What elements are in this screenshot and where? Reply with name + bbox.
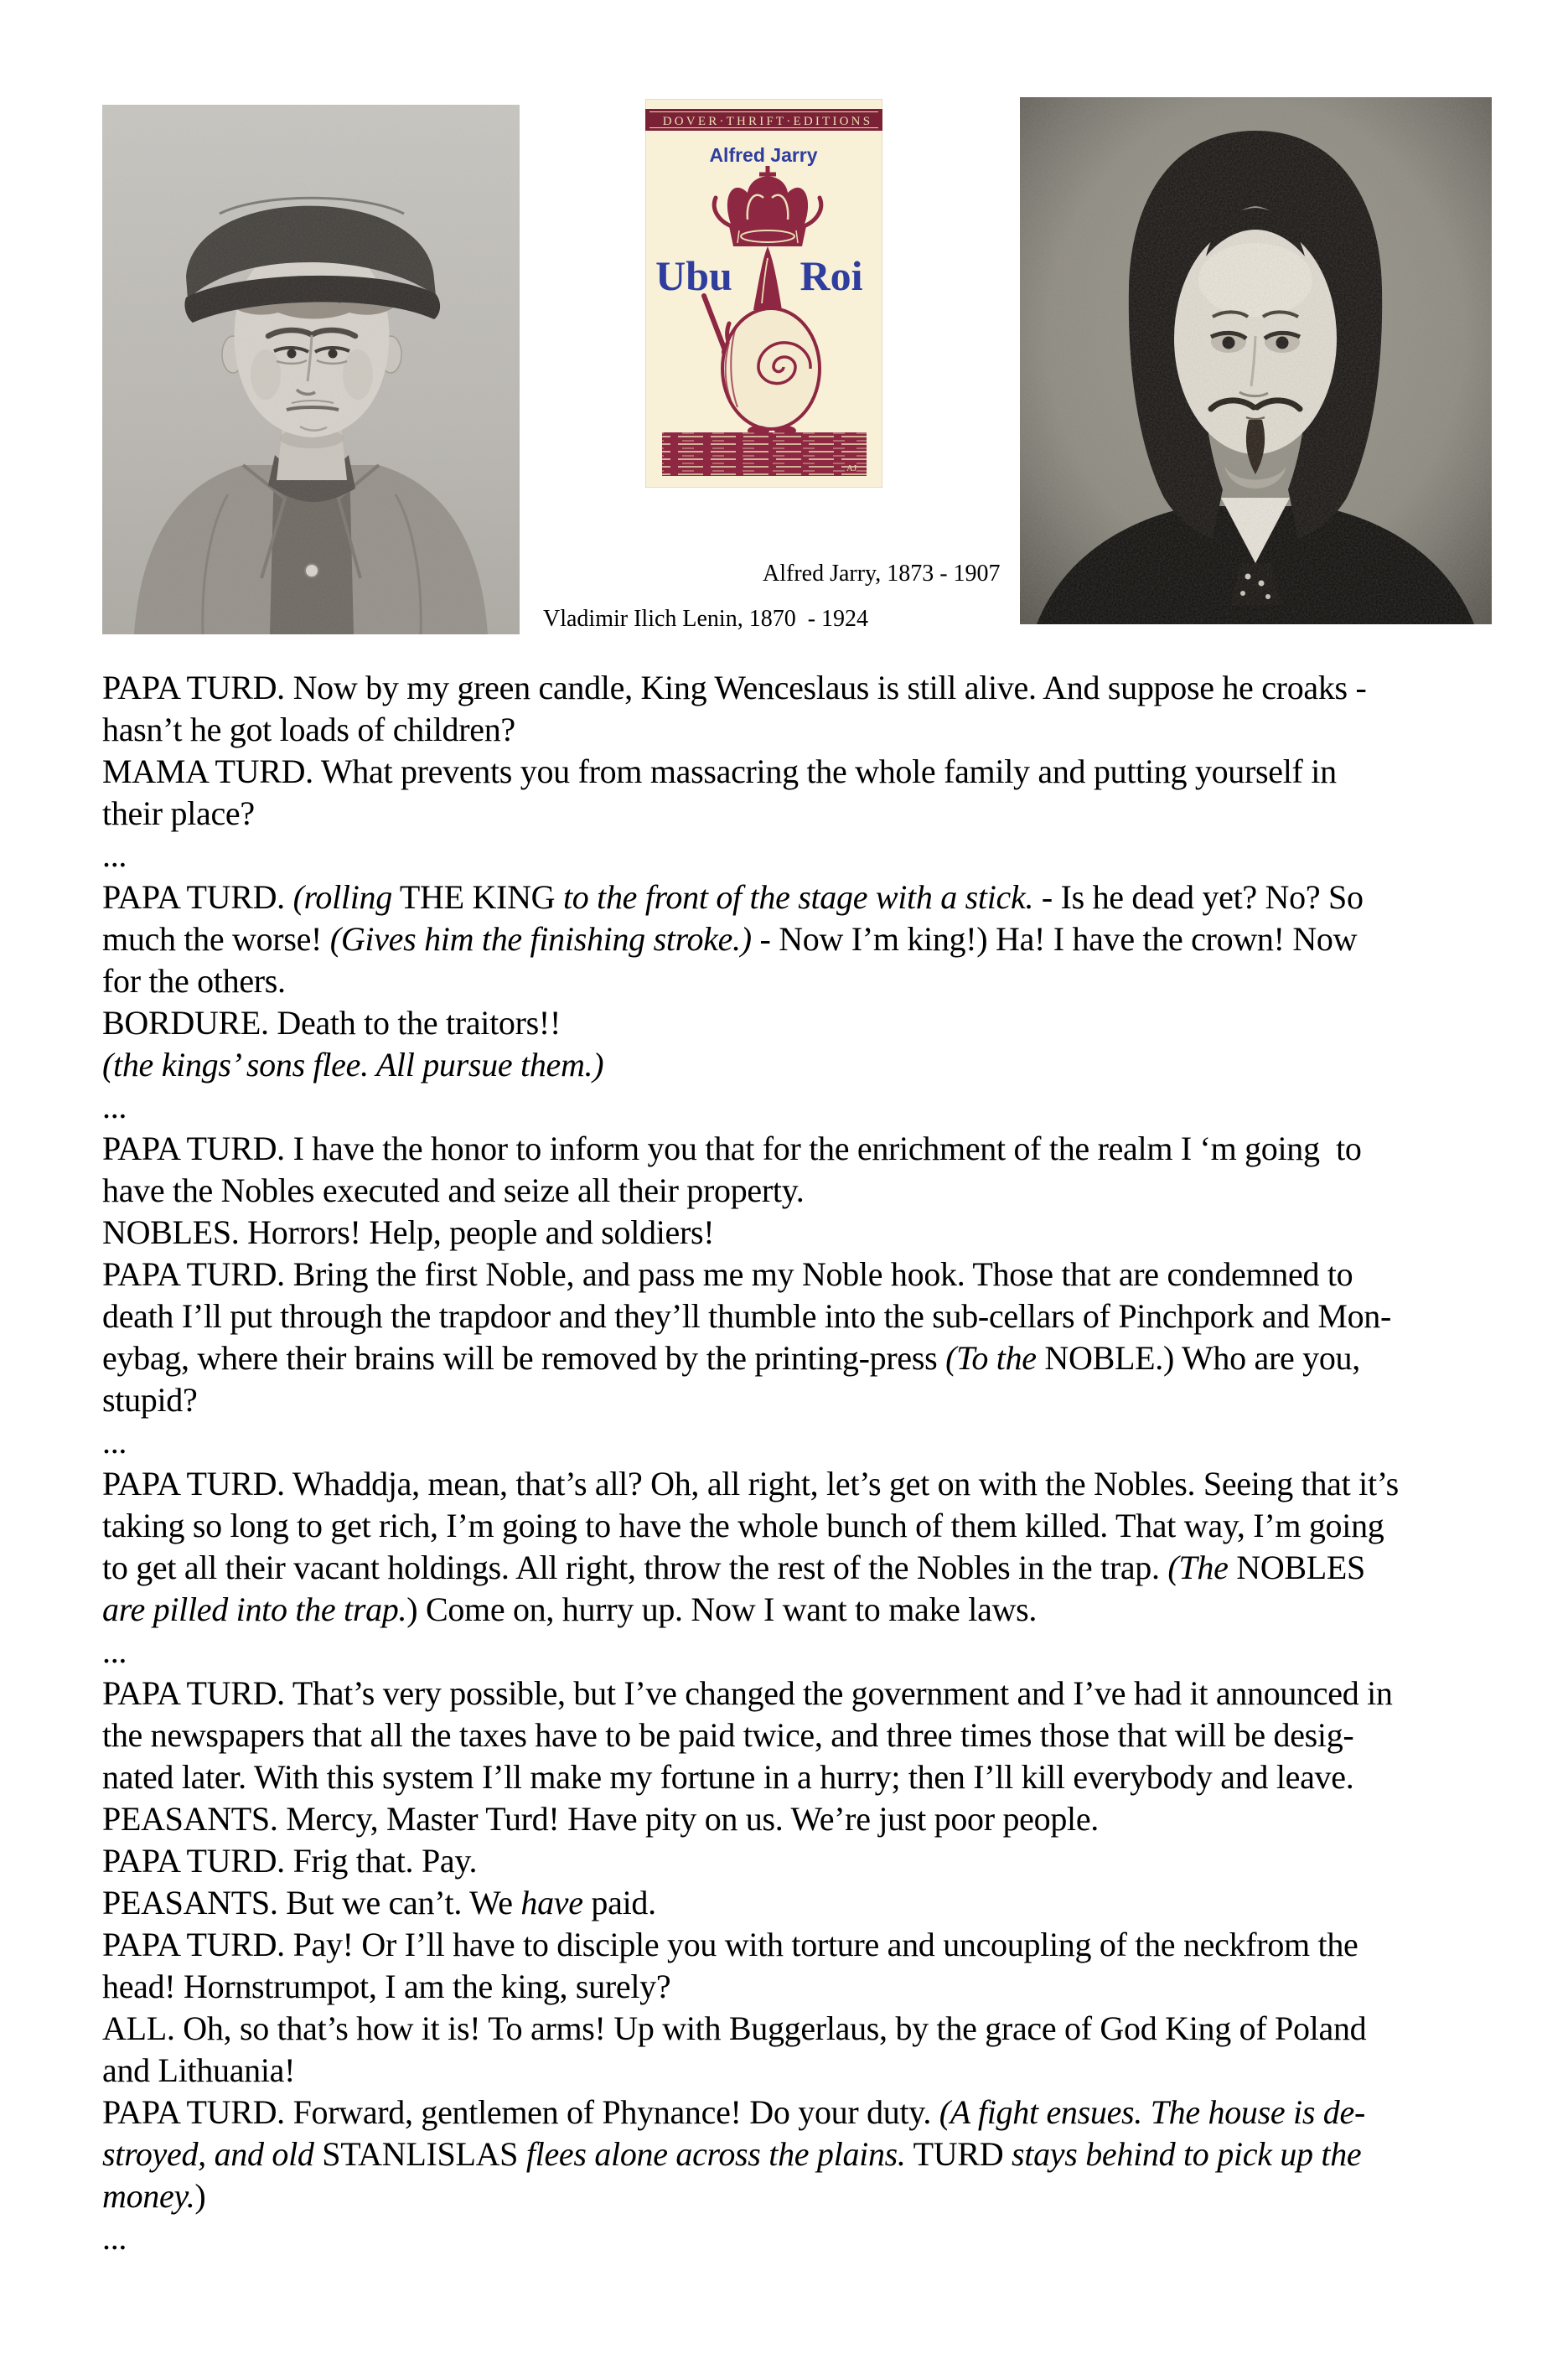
script-line: PAPA TURD. Whaddja, mean, that’s all? Oh, all right, let’s get on with the Nobles. Seeing that it’s [102,1465,1399,1502]
script-line: much the worse! (Gives him the finishing stroke.) - Now I’m king!) Ha! I have the crown! Now [102,920,1358,958]
script-line: head! Hornstrumpot, I am the king, surely? [102,1968,671,2005]
ubu-roi-book-cover [645,99,882,488]
script-line: PAPA TURD. Bring the first Noble, and pass me my Noble hook. Those that are condemned to [102,1255,1353,1293]
script-line: stroyed, and old STANLISLAS flees alone across the plains. TURD stays behind to pick up the [102,2135,1362,2173]
script-line: PAPA TURD. Frig that. Pay. [102,1842,478,1880]
script-line: eybag, where their brains will be removed by the printing-press (To the NOBLE.) Who are you, [102,1339,1360,1377]
publisher-band [645,109,882,131]
script-line: stupid? [102,1381,198,1419]
script-line: hasn’t he got loads of children? [102,711,515,748]
script-line: ... [102,1423,127,1461]
script-line: PEASANTS. Mercy, Master Turd! Have pity on us. We’re just poor people. [102,1800,1099,1838]
caption-alfred-jarry: Alfred Jarry, 1873 - 1907 [763,561,1001,587]
script-line: for the others. [102,962,286,1000]
script-line: are pilled into the trap.) Come on, hurry up. Now I want to make laws. [102,1590,1038,1628]
script-line: death I’ll put through the trapdoor and they’ll thumble into the sub-cellars of Pinchpork and Mon- [102,1297,1392,1335]
script-text [102,667,1493,2259]
script-line: their place? [102,794,255,832]
cover-title-roi: Roi [800,252,863,299]
publisher-band-text: DOVER·THRIFT·EDITIONS [662,115,873,128]
script-line: PAPA TURD. Now by my green candle, King Wenceslaus is still alive. And suppose he croaks - [102,669,1367,706]
ground-hatch [662,432,867,476]
cover-title-ubu: Ubu [655,252,732,299]
script-line: ... [102,1632,127,1670]
script-line: PAPA TURD. That’s very possible, but I’ve changed the government and I’ve had it announced in [102,1674,1393,1712]
script-line: NOBLES. Horrors! Help, people and soldiers! [102,1213,715,1251]
script-line: ... [102,2219,127,2257]
script-line: nated later. With this system I’ll make my fortune in a hurry; then I’ll kill everybody and leave. [102,1758,1354,1796]
script-line: (the kings’ sons flee. All pursue them.) [102,1046,604,1083]
script-line: ALL. Oh, so that’s how it is! To arms! Up with Buggerlaus, by the grace of God King of Poland [102,2009,1367,2047]
caption-lenin: Vladimir Ilich Lenin, 1870 - 1924 [543,606,869,632]
jarry-photo [1020,97,1492,624]
script-line: MAMA TURD. What prevents you from massacring the whole family and putting yourself in [102,752,1337,790]
script-line: to get all their vacant holdings. All right, throw the rest of the Nobles in the trap. (The NOBLES [102,1549,1365,1586]
script-line: PAPA TURD. I have the honor to inform you that for the enrichment of the realm I ‘m going to [102,1130,1362,1167]
script-line: PAPA TURD. Forward, gentlemen of Phynance! Do your duty. (A fight ensues. The house is de- [102,2093,1365,2131]
script-line: taking so long to get rich, I’m going to have the whole bunch of them killed. That way, I’m going [102,1507,1384,1544]
script-line: have the Nobles executed and seize all their property. [102,1171,805,1209]
script-line: PEASANTS. But we can’t. We have paid. [102,1884,656,1921]
script-line: PAPA TURD. (rolling THE KING to the front of the stage with a stick. - Is he dead yet? No? So [102,878,1364,916]
script-line: ... [102,836,127,874]
script-line: PAPA TURD. Pay! Or I’ll have to disciple you with torture and uncoupling of the neckfrom the [102,1926,1358,1963]
cover-monogram: AJ [846,463,857,473]
cover-author: Alfred Jarry [709,144,818,166]
script-line: ... [102,1088,127,1125]
lenin-photo [102,105,520,634]
script-line: BORDURE. Death to the traitors!! [102,1004,561,1042]
script-line: and Lithuania! [102,2051,296,2089]
script-line: the newspapers that all the taxes have to be paid twice, and three times those that will be desig- [102,1716,1354,1754]
script-line: money.) [102,2177,206,2215]
